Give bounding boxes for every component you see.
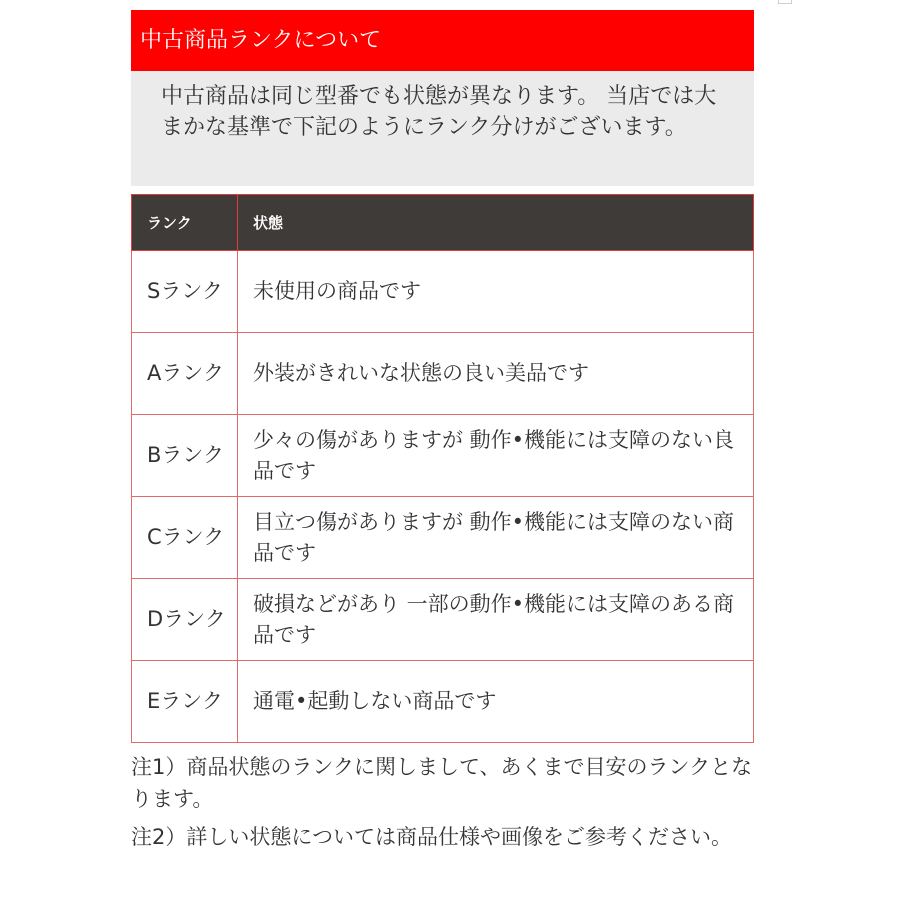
note-1: 注1）商品状態のランクに関しまして、あくまで目安のランクとなります。 [131, 755, 753, 811]
corner-decoration [778, 0, 792, 4]
header-rank: ランク [132, 195, 238, 251]
section-title: 中古商品ランクについて [131, 10, 754, 71]
table-row [132, 251, 754, 333]
table-row [132, 497, 754, 579]
state-cell: 未使用の商品です [238, 251, 754, 333]
state-cell: 破損などがあり 一部の動作•機能には支障のある商品です [238, 579, 754, 661]
rank-table [131, 194, 754, 743]
rank-cell: Eランク [132, 661, 238, 743]
state-cell: 通電•起動しない商品です [238, 661, 754, 743]
notes [131, 751, 754, 853]
rank-cell: Sランク [132, 251, 238, 333]
table-header-row [132, 195, 754, 251]
state-cell: 少々の傷がありますが 動作•機能には支障のない良品です [238, 415, 754, 497]
rank-cell: Aランク [132, 333, 238, 415]
rank-cell: Dランク [132, 579, 238, 661]
spacer [131, 186, 754, 194]
table-row [132, 333, 754, 415]
intro-text: 中古商品は同じ型番でも状態が異なります。 当店では大まかな基準で下記のようにランク分けがございます。 [131, 71, 754, 186]
table-row [132, 661, 754, 743]
header-state: 状態 [238, 195, 754, 251]
rank-cell: Cランク [132, 497, 238, 579]
rank-cell: Bランク [132, 415, 238, 497]
table-row [132, 415, 754, 497]
state-cell: 外装がきれいな状態の良い美品です [238, 333, 754, 415]
rank-info-section [131, 10, 754, 859]
state-cell: 目立つ傷がありますが 動作•機能には支障のない商品です [238, 497, 754, 579]
note-2: 注2）詳しい状態については商品仕様や画像をご参考ください。 [131, 825, 732, 849]
table-row [132, 579, 754, 661]
